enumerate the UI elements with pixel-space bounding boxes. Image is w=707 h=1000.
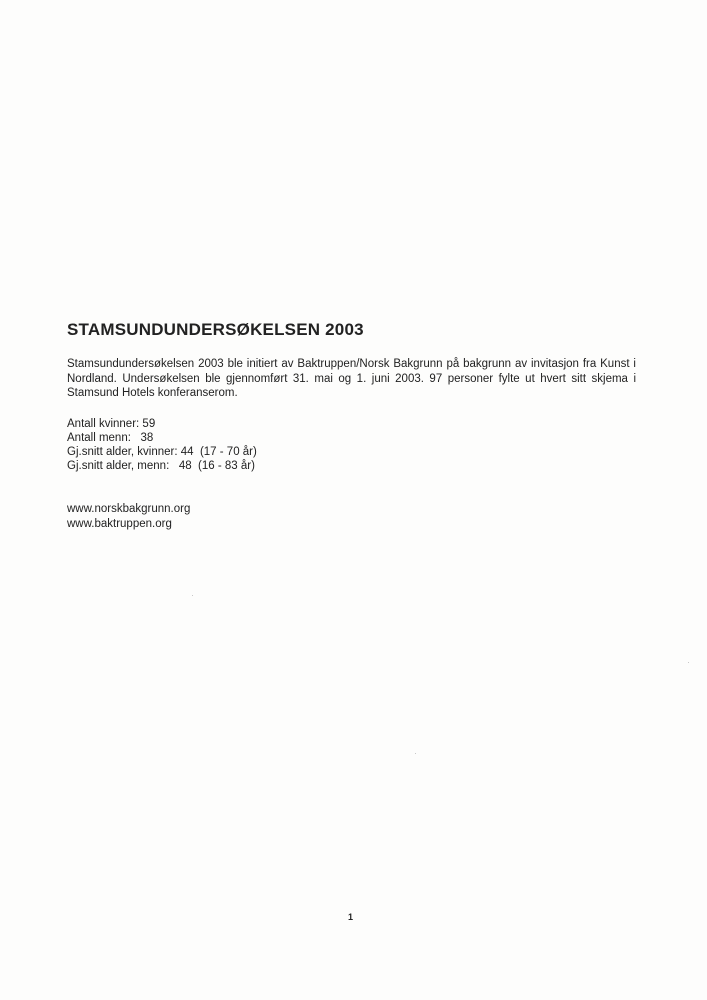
norskbakgrunn-link[interactable]: www.norskbakgrunn.org — [67, 503, 191, 515]
stat-men-avg-age: Gj.snitt alder, menn: 48 (16 - 83 år) — [67, 460, 255, 472]
link-item — [67, 517, 190, 532]
link-item — [67, 502, 190, 517]
scan-speck — [192, 595, 193, 596]
stats-list — [67, 417, 257, 473]
scan-speck — [415, 753, 416, 754]
page-number: 1 — [348, 912, 354, 922]
scan-speck — [688, 662, 689, 663]
stat-women-avg-age: Gj.snitt alder, kvinner: 44 (17 - 70 år) — [67, 446, 257, 458]
stat-men-count: Antall menn: 38 — [67, 432, 154, 444]
intro-paragraph: Stamsundundersøkelsen 2003 ble initiert av Baktruppen/Norsk Bakgrunn på bakgrunn av invitasjon fra Kunst i Nordland. Undersøkelsen ble gjennomført 31. mai og 1. juni 2003. 97 personer fylte ut hvert sitt skjema i Stamsund Hotels konferanserom. — [67, 358, 636, 399]
document-title: STAMSUNDUNDERSØKELSEN 2003 — [67, 320, 364, 339]
website-links — [67, 502, 190, 531]
stat-women-count: Antall kvinner: 59 — [67, 418, 156, 430]
baktruppen-link[interactable]: www.baktruppen.org — [67, 517, 172, 530]
